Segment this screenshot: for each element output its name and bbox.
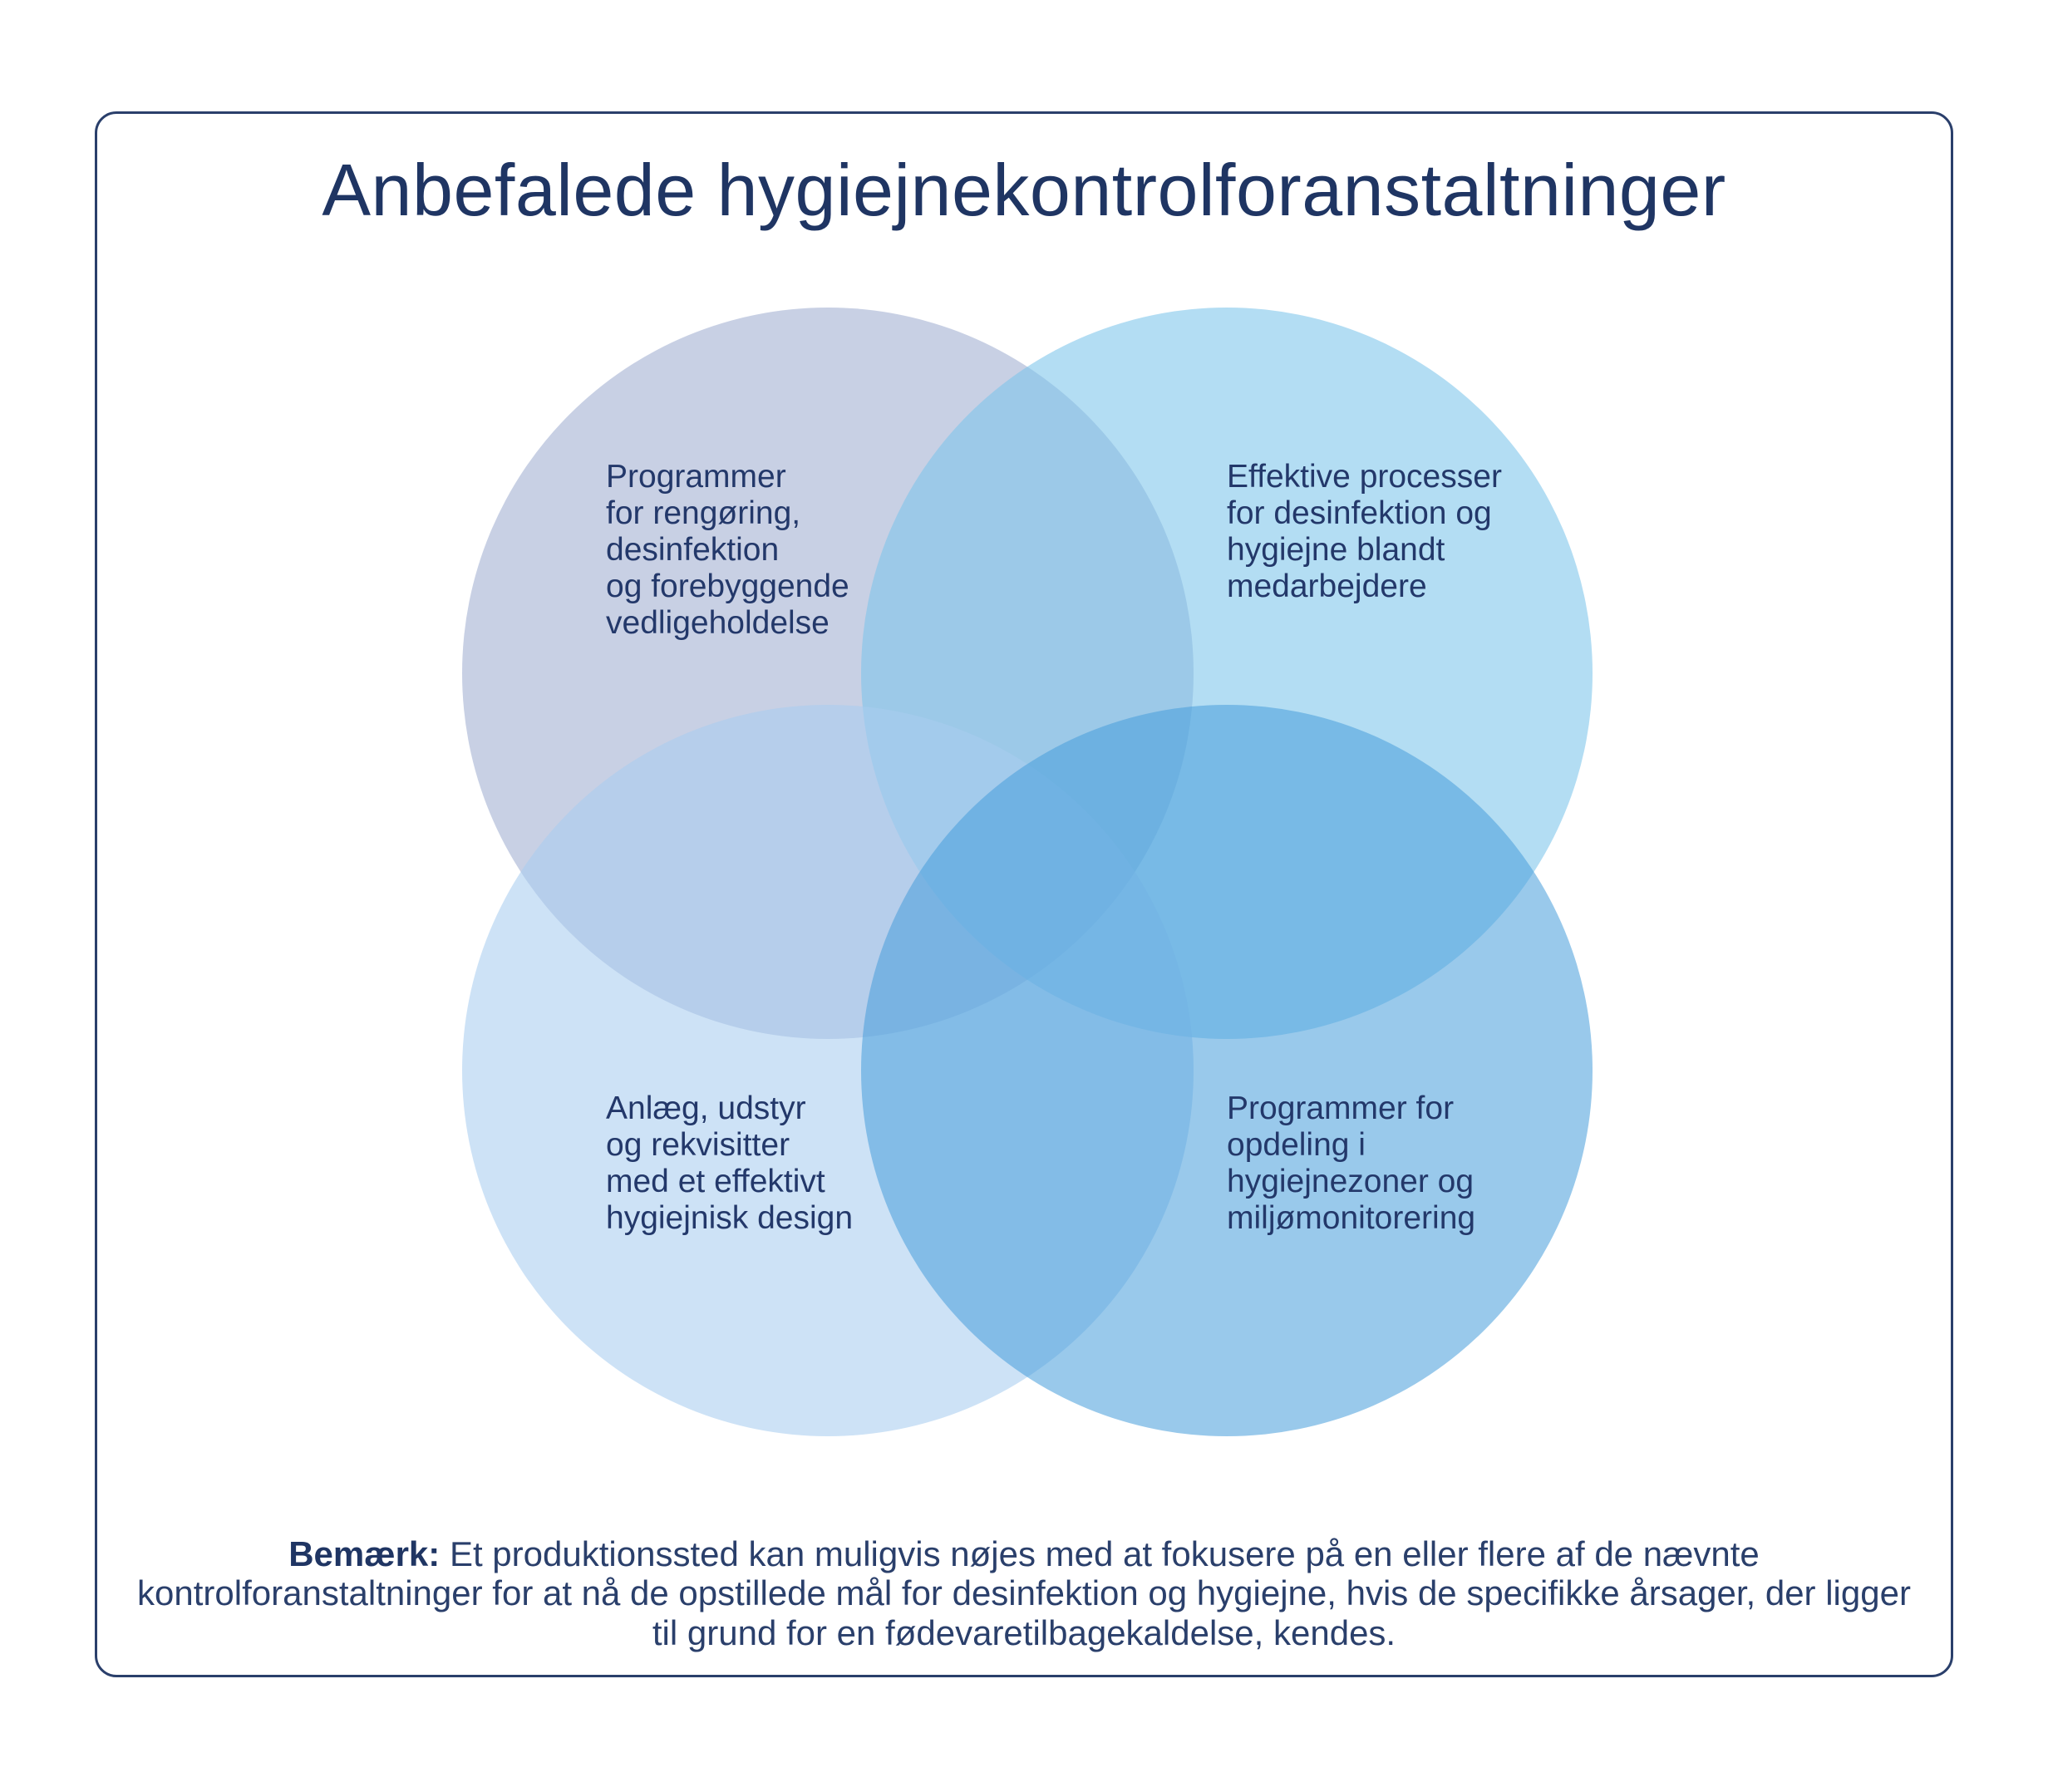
label-top-left: Programmer for rengøring, desinfektion og forebyggende vedligeholdelse — [606, 459, 849, 642]
circle-bottom-right — [861, 705, 1593, 1436]
diagram-title: Anbefalede hygiejnekontrolforanstaltninger — [322, 149, 1726, 231]
label-bottom-left: Anlæg, udstyr og rekvisitter med et effektivt hygiejnisk design — [606, 1090, 854, 1237]
footnote — [125, 1534, 1923, 1652]
footnote-lead: Bemærk: — [288, 1534, 441, 1573]
footnote-text: Et produktionssted kan muligvis nøjes med at fokusere på en eller flere af de nævnte kontrolforanstaltninger for at nå de opstillede mål for desinfektion og hygiejne, hvis de specifikke årsager, der ligger til grund for en fødevaretilbagekaldelse, kendes. — [137, 1534, 1911, 1652]
label-bottom-right: Programmer for opdeling i hygiejnezoner og miljømonitorering — [1227, 1090, 1476, 1237]
label-top-right: Effektive processer for desinfektion og hygiejne blandt medarbejdere — [1227, 459, 1502, 605]
